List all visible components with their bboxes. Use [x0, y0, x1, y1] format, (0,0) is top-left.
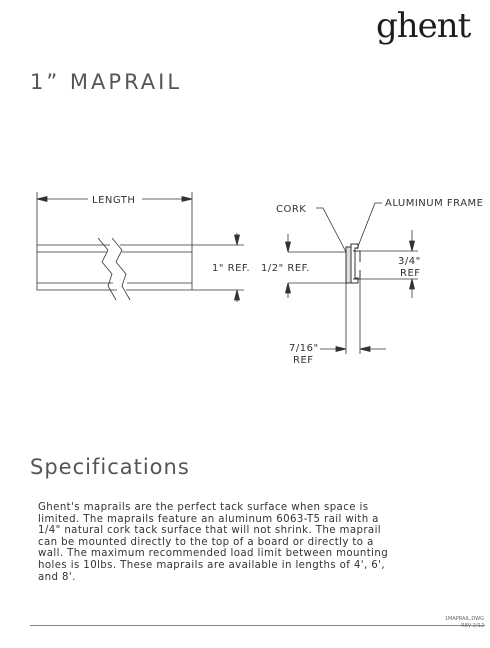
seven-sixteenth-dimension	[320, 279, 386, 354]
spec-line: 1/4" natural cork tack surface that will not shrink. The maprail	[38, 525, 382, 537]
specifications-body	[38, 502, 450, 583]
ghent-logo: ghent	[376, 6, 471, 46]
half-ref-label: 1/2" REF.	[261, 263, 310, 274]
aluminum-leader	[357, 203, 382, 249]
spec-line: can be mounted directly to the top of a board or directly to a	[38, 536, 374, 548]
seven-sixteenth-ref: REF	[293, 355, 314, 366]
drawing-revision: REV 2/12	[461, 623, 484, 629]
length-label: LENGTH	[92, 195, 136, 206]
rail-profile	[346, 244, 360, 283]
drawing-info	[445, 616, 484, 630]
three-quarter-label: 3/4"	[398, 256, 421, 267]
specifications-heading: Specifications	[30, 455, 190, 479]
three-quarter-ref: REF	[400, 268, 421, 279]
cork-label: CORK	[276, 204, 307, 215]
spec-line: limited. The maprails feature an aluminum 6063-T5 rail with a	[38, 513, 379, 525]
aluminum-frame-label: ALUMINUM FRAME	[385, 198, 484, 209]
cork-leader	[316, 208, 346, 252]
rail-front-view	[37, 238, 192, 300]
seven-sixteenth-label: 7/16"	[289, 343, 319, 354]
spec-line: wall. The maximum recommended load limit between mounting	[38, 548, 389, 560]
page-title: 1” MAPRAIL	[30, 70, 183, 94]
spec-line: Ghent's maprails are the perfect tack surface when space is	[38, 502, 369, 513]
spec-line: holes is 10lbs. These maprails are available in lengths of 4', 6',	[38, 559, 386, 571]
height-label: 1" REF.	[212, 263, 251, 274]
footer-divider	[30, 625, 485, 626]
drawing-file: 1MAPRAIL.DWG	[444, 616, 484, 622]
spec-line: and 8'.	[38, 571, 76, 583]
